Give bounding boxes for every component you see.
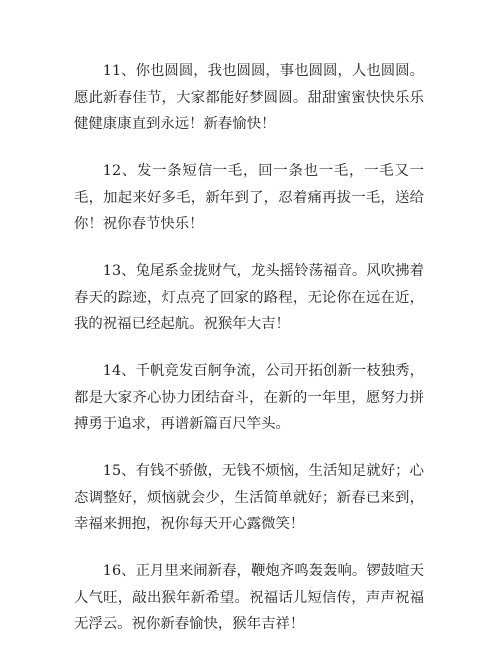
paragraph-16: 16、正月里来闹新春，鞭炮齐鸣轰轰响。锣鼓喧天人气旺，敲出猴年新希望。祝福话儿短信传，声声祝福无浮云。祝你新春愉快，猴年吉祥！ — [74, 563, 424, 632]
paragraph-12: 12、发一条短信一毛，回一条也一毛，一毛又一毛，加起来好多毛，新年到了，忍着痛再拔一毛，送给你！祝你春节快乐！ — [74, 163, 424, 232]
paragraph-14: 14、千帆竞发百舸争流，公司开拓创新一枝独秀，都是大家齐心协力团结奋斗，在新的一年里，愿努力拼搏勇于追求，再谱新篇百尺竿头。 — [74, 363, 424, 432]
paragraph-13: 13、兔尾系金拢财气，龙头摇铃荡福音。风吹拂着春天的踪迹，灯点亮了回家的路程，无论你在远在近，我的祝福已经起航。祝猴年大吉！ — [74, 263, 424, 332]
paragraph-15: 15、有钱不骄傲，无钱不烦恼，生活知足就好；心态调整好，烦恼就会少，生活简单就好；新春已来到，幸福来拥抱，祝你每天开心露微笑！ — [74, 463, 424, 532]
paragraph-11: 11、你也圆圆，我也圆圆，事也圆圆，人也圆圆。愿此新春佳节，大家都能好梦圆圆。甜甜蜜蜜快快乐乐健健康康直到永远！新春愉快！ — [74, 63, 424, 132]
document-body — [74, 58, 424, 658]
